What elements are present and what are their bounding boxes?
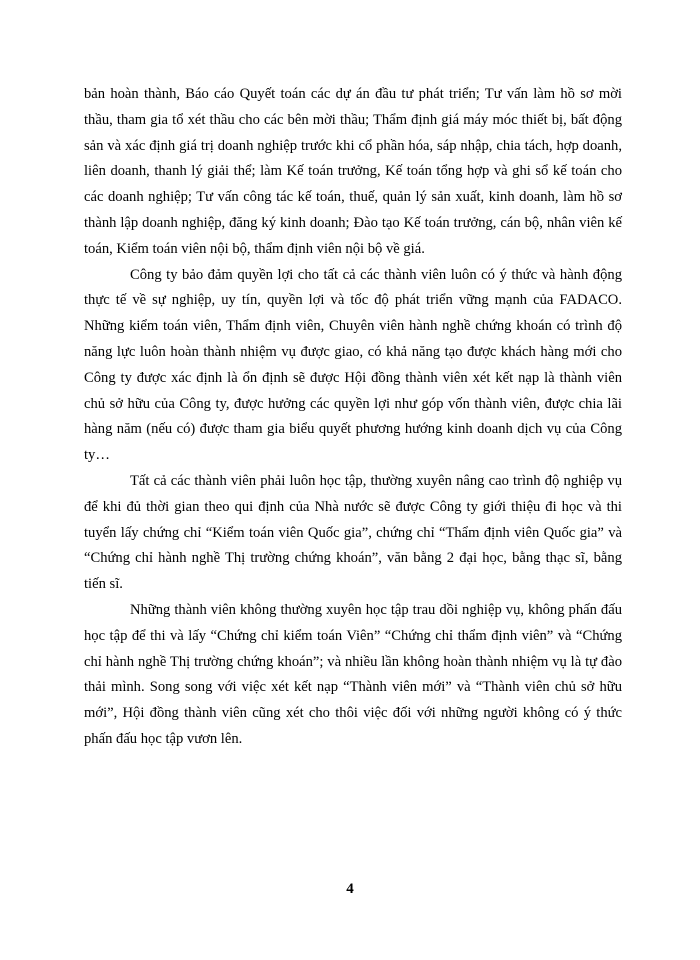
paragraph-member-rights: Công ty bảo đảm quyền lợi cho tất cả các thành viên luôn có ý thức và hành động thực tế về sự nghiệp, uy tín, quyền lợi và tốc độ phát triển vững mạnh của FADACO. Những kiểm toán viên, Thẩm định viên, Chuyên viên hành nghề chứng khoán có trình độ năng lực luôn hoàn thành nhiệm vụ được giao, có khả năng tạo được khách hàng mới cho Công ty được xác định là ổn định sẽ được Hội đồng thành viên xét kết nạp là thành viên chủ sở hữu của Công ty, được hưởng các quyền lợi như góp vốn thành viên, được chia lãi hàng năm (nếu có) được tham gia biểu quyết phương hướng kinh doanh dịch vụ của Công ty… [84, 266, 622, 464]
paragraph-member-training: Tất cả các thành viên phải luôn học tập, thường xuyên nâng cao trình độ nghiệp vụ để khi đủ thời gian theo qui định của Nhà nước sẽ được Công ty giới thiệu đi học và thi tuyển lấy chứng chỉ “Kiểm toán viên Quốc gia”, chứng chỉ “Thẩm định viên Quốc gia” và “Chứng chỉ hành nghề Thị trường chứng khoán”, văn bằng 2 đại học, bằng thạc sĩ, bằng tiến sĩ. [84, 472, 622, 593]
page-number: 4 [346, 881, 354, 897]
paragraph-services-continued: bản hoàn thành, Báo cáo Quyết toán các dự án đầu tư phát triển; Tư vấn làm hồ sơ mời thầu, tham gia tổ xét thầu cho các bên mời thầu; Thẩm định giá máy móc thiết bị, bất động sản và xác định giá trị doanh nghiệp trước khi cổ phần hóa, sáp nhập, chia tách, hợp doanh, liên doanh, thanh lý giải thể; làm Kế toán trưởng, Kế toán tổng hợp và ghi sổ kế toán cho các doanh nghiệp; Tư vấn công tác kế toán, thuế, quản lý sản xuất, kinh doanh, làm hồ sơ thành lập doanh nghiệp, đăng ký kinh doanh; Đào tạo Kế toán trưởng, cán bộ, nhân viên kế toán, Kiểm toán viên nội bộ, thẩm định viên nội bộ về giá. [84, 86, 622, 257]
paragraph-member-dismissal: Những thành viên không thường xuyên học tập trau dồi nghiệp vụ, không phấn đấu học tập để thi và lấy “Chứng chỉ kiểm toán Viên” “Chứng chỉ thẩm định viên” và “Chứng chỉ hành nghề Thị trường chứng khoán”; và nhiều lần không hoàn thành nhiệm vụ là tự đào thải mình. Song song với việc xét kết nạp “Thành viên mới” và “Thành viên chủ sở hữu mới”, Hội đồng thành viên cũng xét cho thôi việc đối với những người không có ý thức phấn đấu học tập vươn lên. [84, 601, 622, 747]
body-text [84, 82, 622, 753]
